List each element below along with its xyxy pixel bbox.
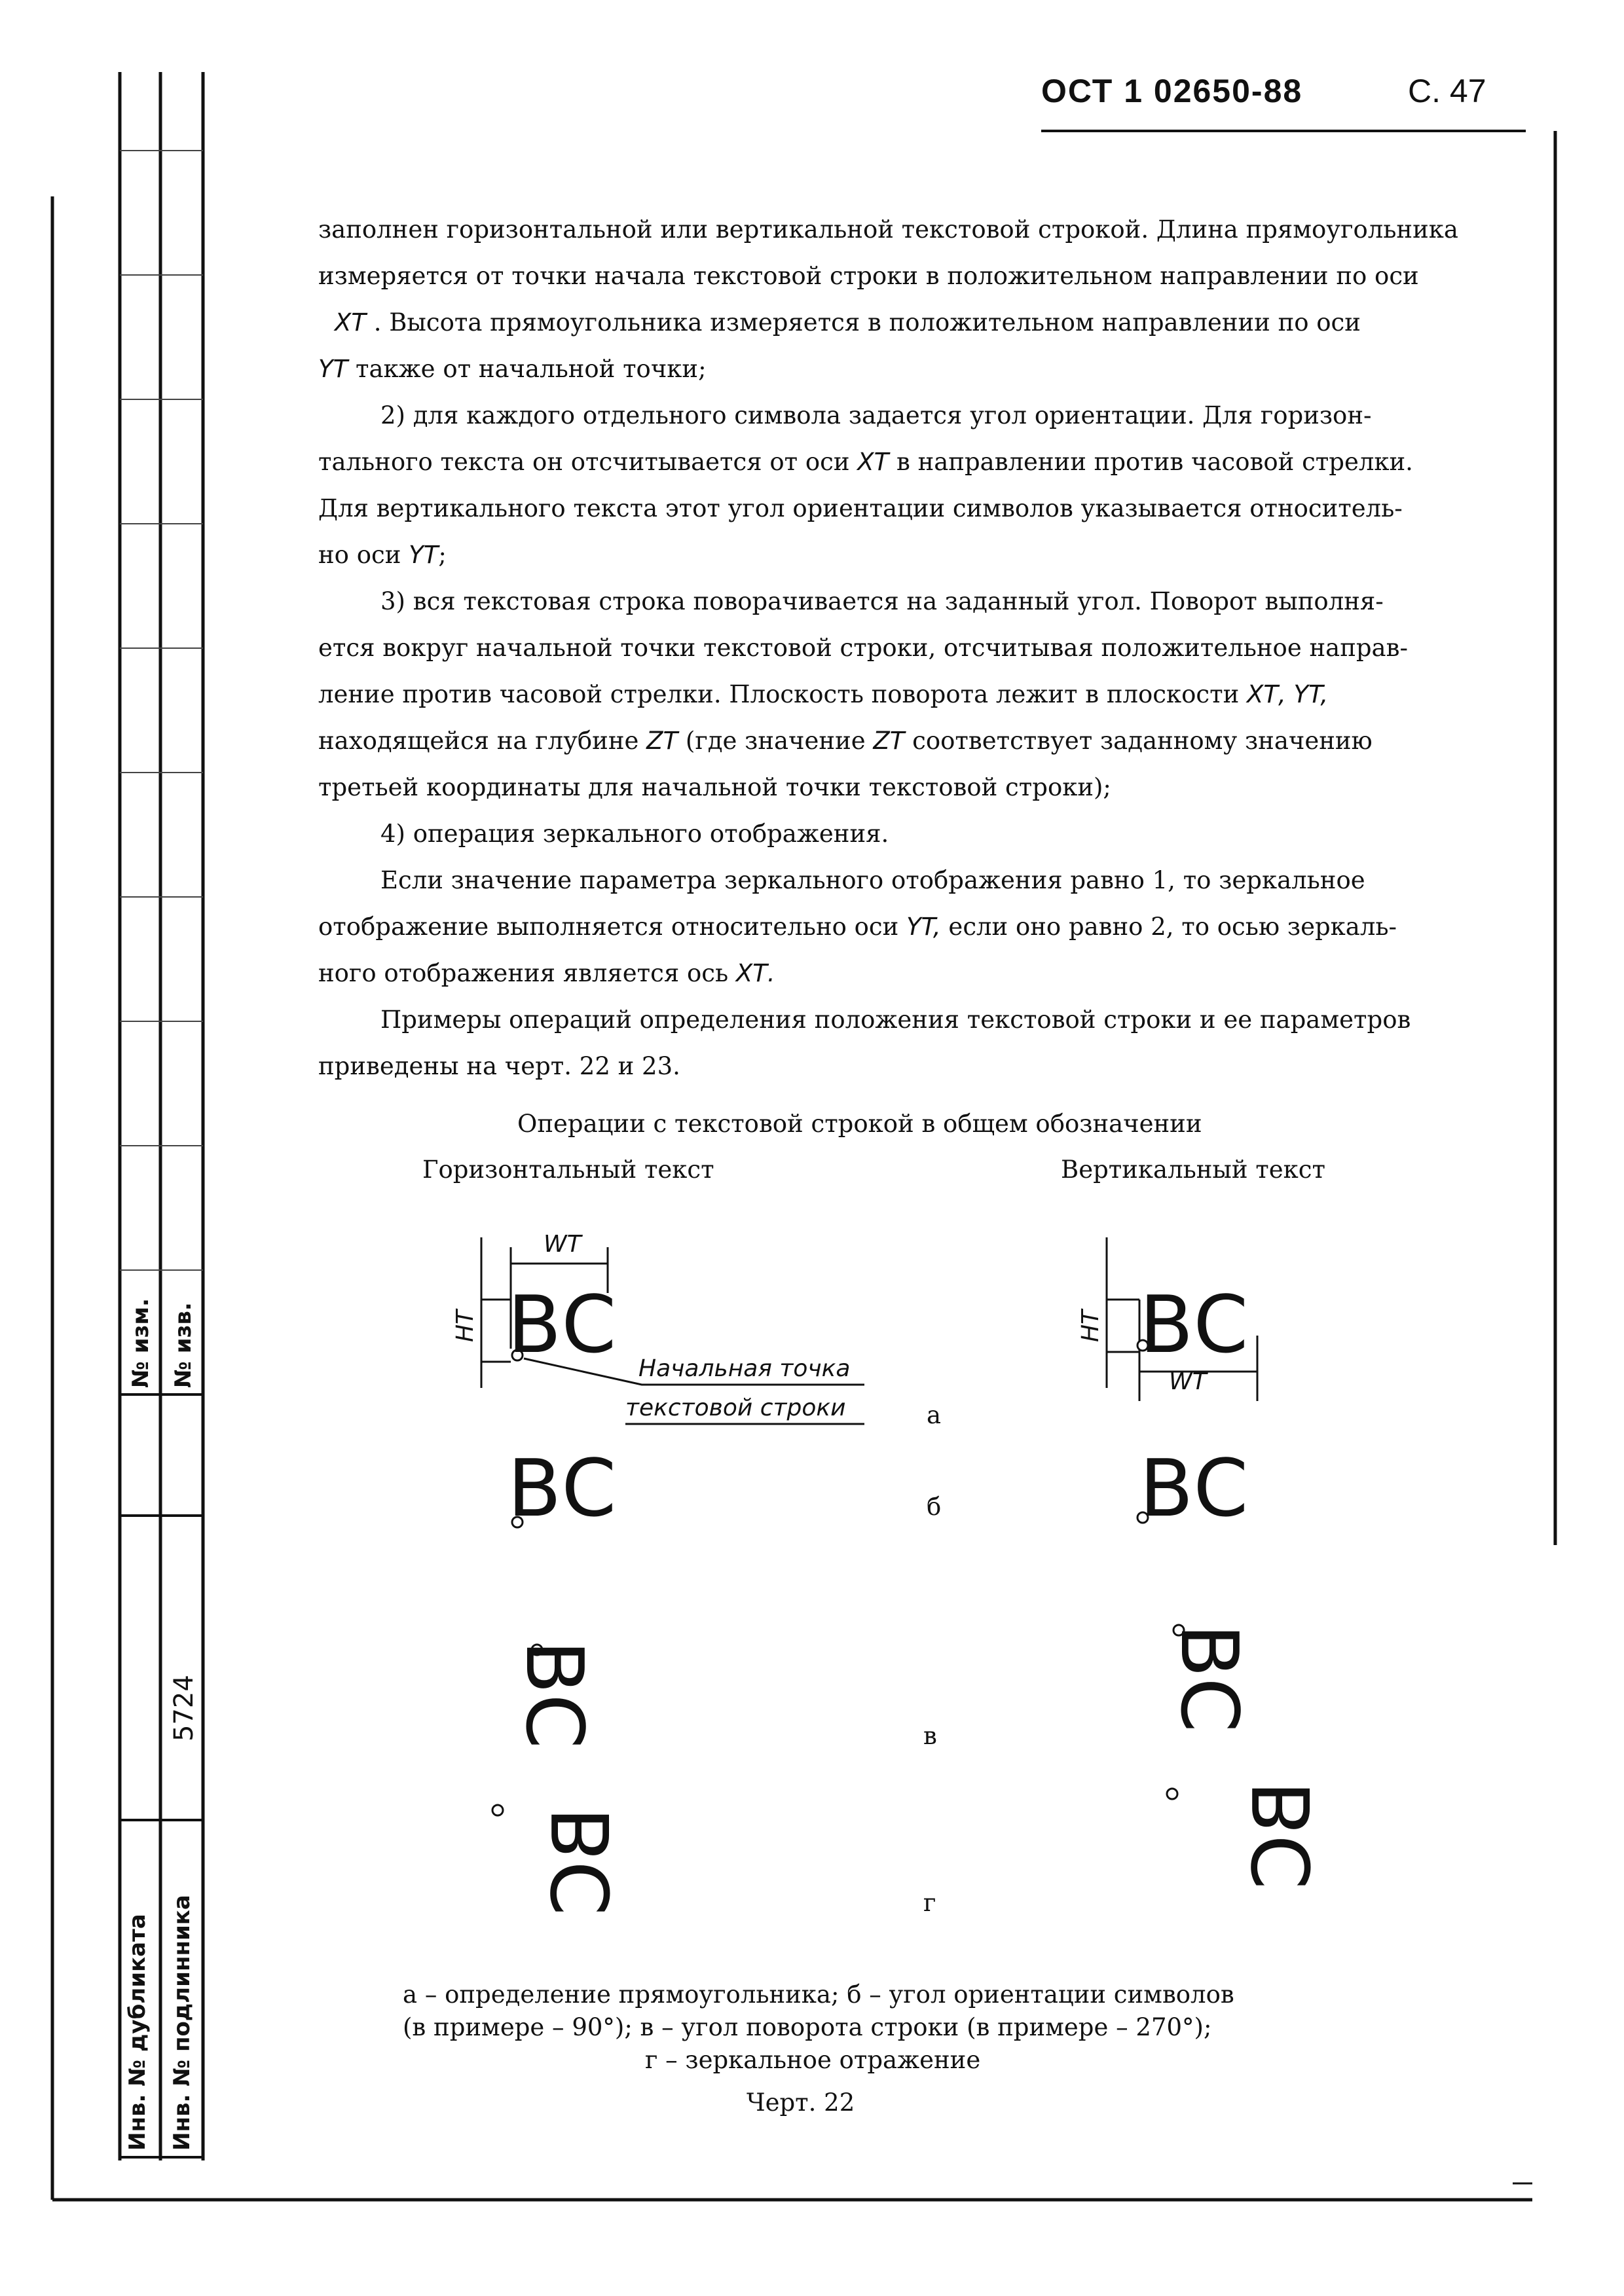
p2-xt: ХТ — [857, 448, 889, 476]
start-point-g-left — [492, 1805, 503, 1815]
start-point-g-right — [1167, 1789, 1177, 1799]
p5-yt: YT, — [906, 913, 941, 941]
p3-f: соответствует заданному значению — [912, 727, 1373, 755]
p5-xt: ХТ. — [735, 959, 775, 987]
sample-g-right: ВС — [1238, 1781, 1329, 1890]
ht-label-right: HT — [1077, 1309, 1104, 1342]
sample-b-right: ВС — [1139, 1444, 1249, 1535]
p1-yt: YT — [318, 355, 348, 383]
p1-line3-text: . Высота прямоугольника измеряется в положительном направлении по оси — [373, 308, 1361, 337]
p6-line2: приведены на черт. 22 и 23. — [318, 1052, 680, 1080]
caption-line-2: (в примере – 90°); в – угол поворота строки (в примере – 270°); — [403, 2013, 1212, 2041]
p5-line1: Если значение параметра зеркального отображения равно 1, то зеркальное — [380, 866, 1365, 894]
p5-b: отображение выполняется относительно оси — [318, 913, 899, 941]
row-label-a: а — [927, 1401, 942, 1429]
ht-label-left: HT — [452, 1309, 479, 1342]
p3-line1: 3) вся текстовая строка поворачивается на заданный угол. Поворот выполня- — [380, 587, 1384, 615]
p2-b: тального текста он отсчитывается от оси — [318, 448, 850, 476]
p1-xt: ХТ — [335, 308, 366, 337]
sample-g-left: ВС — [537, 1807, 628, 1916]
stamp-original-number: 5724 — [169, 1675, 199, 1741]
sample-v-left: ВС — [508, 1640, 599, 1749]
p2-yt: YT — [409, 541, 439, 569]
p4: 4) операция зеркального отображения. — [380, 820, 889, 848]
p2-e: но оси — [318, 541, 401, 569]
p3-e: (где значение — [685, 727, 866, 755]
p3-xtyt: ХТ, YT, — [1247, 680, 1329, 708]
p1-line2: измеряется от точки начала текстовой строки в положительном направлении по оси — [318, 262, 1419, 290]
caption-line-1: а – определение прямоугольника; б – угол ориентации символов — [403, 1980, 1234, 2009]
col-left-heading: Горизонтальный текст — [422, 1156, 714, 1184]
p5-c: если оно равно 2, то осью зеркаль- — [948, 913, 1397, 941]
start-point-label-2: текстовой строки — [625, 1394, 846, 1421]
row-label-g: г — [923, 1889, 936, 1917]
p2-line1: 2) для каждого отдельного символа задается угол ориентации. Для горизон- — [380, 401, 1372, 429]
start-point-label-1: Начальная точка — [638, 1355, 851, 1382]
row-label-v: в — [923, 1722, 937, 1750]
stamp-notice-no: № изв. — [170, 1302, 196, 1388]
p3-line5: третьей координаты для начальной точки текстовой строки); — [318, 773, 1111, 801]
p1-line1: заполнен горизонтальной или вертикальной текстовой строкой. Длина прямоугольника — [318, 215, 1458, 244]
p2-line3: Для вертикального текста этот угол ориентации символов указывается относитель- — [318, 494, 1403, 522]
wt-label-left: WT — [544, 1231, 581, 1258]
p6-line1: Примеры операций определения положения текстовой строки и ее параметров — [380, 1006, 1411, 1034]
sample-b-left: ВС — [507, 1444, 617, 1535]
row-label-b: б — [927, 1493, 942, 1521]
stamp-original-inv: Инв. № подлинника — [169, 1895, 195, 2151]
p3-zt2: ZT — [873, 727, 905, 755]
p1-line4-text: также от начальной точки; — [355, 355, 707, 383]
document-code: ОСТ 1 02650-88 — [1041, 73, 1303, 109]
p3-zt1: ZT — [646, 727, 678, 755]
p2-f: ; — [438, 541, 447, 569]
caption-line-3: г – зеркальное отражение — [645, 2046, 981, 2074]
p3-line2: ется вокруг начальной точки текстовой строки, отсчитывая положительное направ- — [318, 634, 1408, 662]
page-number: С. 47 — [1408, 73, 1486, 109]
sample-v-right: ВС — [1163, 1624, 1254, 1733]
wt-label-right: WT — [1169, 1368, 1207, 1395]
chart-label: Черт. 22 — [747, 2088, 855, 2117]
stamp-change-no: № изм. — [128, 1298, 154, 1388]
stamp-duplicate-inv: Инв. № дубликата — [124, 1914, 151, 2151]
col-right-heading: Вертикальный текст — [1061, 1156, 1325, 1184]
sample-a-left: ВС — [507, 1280, 617, 1371]
p3-c: ление против часовой стрелки. Плоскость поворота лежит в плоскости — [318, 680, 1240, 708]
sample-a-right: ВС — [1139, 1280, 1249, 1371]
p3-d: находящейся на глубине — [318, 727, 639, 755]
p2-c: в направлении против часовой стрелки. — [896, 448, 1413, 476]
p5-d: ного отображения является ось — [318, 959, 729, 987]
figure-title: Операции с текстовой строкой в общем обозначении — [517, 1110, 1202, 1138]
